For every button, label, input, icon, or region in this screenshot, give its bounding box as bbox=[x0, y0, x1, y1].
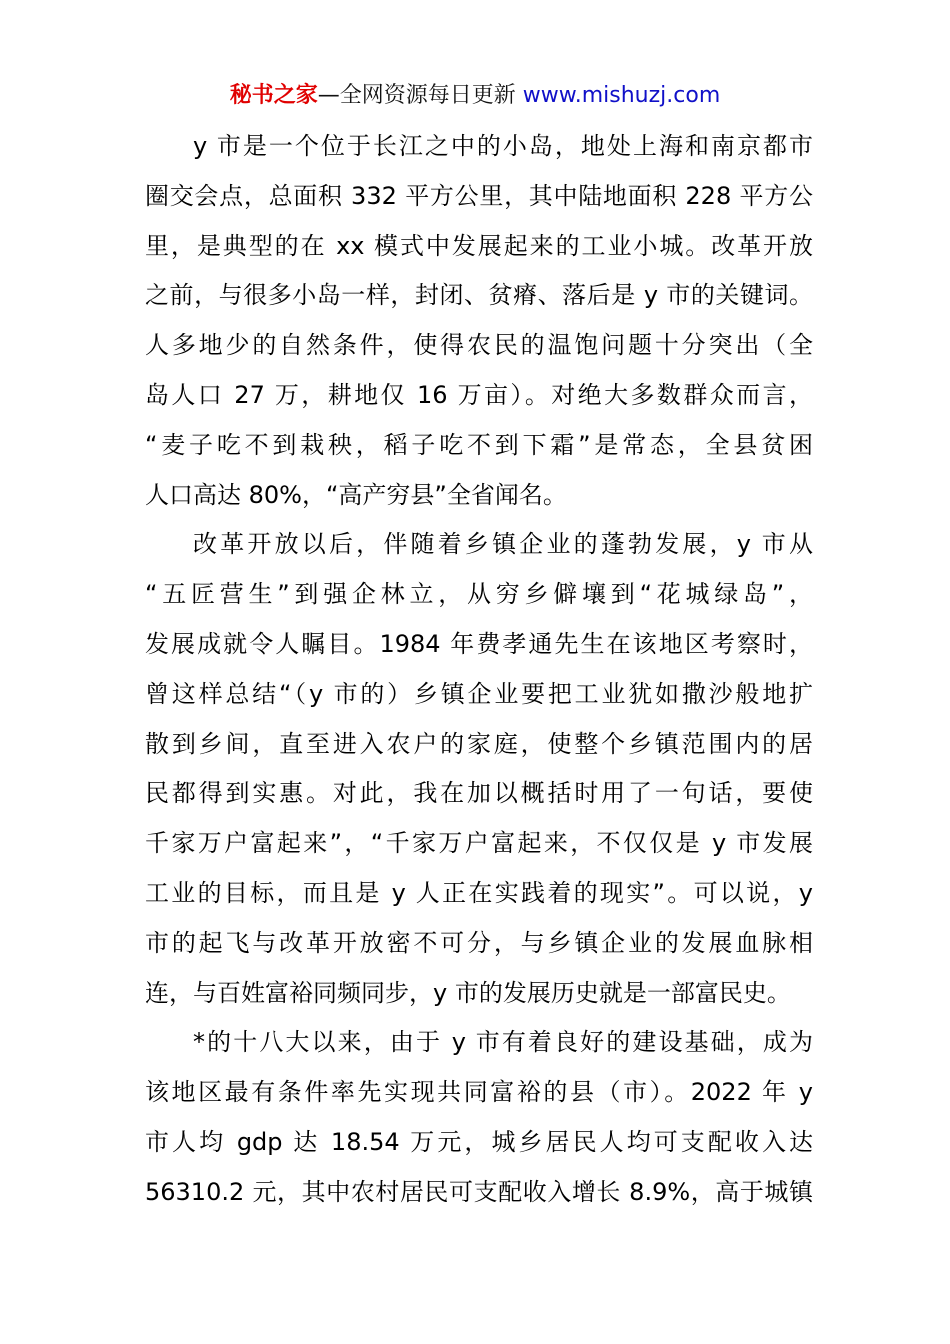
paragraph-line: 连，与百姓富裕同频同步，y 市的发展历史就是一部富民史。 bbox=[145, 978, 791, 1007]
paragraph-2 bbox=[145, 520, 813, 1018]
paragraph-line: 市人均 gdp 达 18.54 万元，城乡居民人均可支配收入达 bbox=[145, 1127, 813, 1156]
paragraph-line: 散到乡间，直至进入农户的家庭，使整个乡镇范围内的居 bbox=[145, 729, 813, 758]
paragraph-line: 岛人口 27 万，耕地仅 16 万亩）。对绝大多数群众而言， bbox=[145, 380, 813, 409]
paragraph-line: 改革开放以后，伴随着乡镇企业的蓬勃发展，y 市从 bbox=[193, 530, 813, 559]
paragraph-1 bbox=[145, 122, 813, 520]
site-tagline: —全网资源每日更新 bbox=[317, 83, 516, 108]
page-header bbox=[0, 80, 950, 112]
paragraph-line: 市的起飞与改革开放密不可分，与乡镇企业的发展血脉相 bbox=[145, 928, 813, 957]
paragraph-line: 人口高达 80%，“高产穷县”全省闻名。 bbox=[145, 480, 567, 509]
document-body bbox=[145, 122, 813, 1218]
paragraph-line: 该地区最有条件率先实现共同富裕的县（市）。2022 年 y bbox=[145, 1078, 813, 1107]
paragraph-3 bbox=[145, 1018, 813, 1217]
paragraph-line: *的十八大以来，由于 y 市有着良好的建设基础，成为 bbox=[193, 1028, 813, 1057]
paragraph-line: 工业的目标，而且是 y 人正在实践着的现实”。可以说，y bbox=[145, 878, 813, 907]
paragraph-line: “麦子吃不到栽秧，稻子吃不到下霜”是常态，全县贫困 bbox=[145, 430, 813, 459]
paragraph-line: 之前，与很多小岛一样，封闭、贫瘠、落后是 y 市的关键词。 bbox=[145, 281, 813, 310]
paragraph-line: 里，是典型的在 xx 模式中发展起来的工业小城。改革开放 bbox=[145, 231, 813, 260]
paragraph-line: 曾这样总结“（y 市的）乡镇企业要把工业犹如撒沙般地扩 bbox=[145, 679, 813, 708]
paragraph-line: “五匠营生”到强企林立，从穷乡僻壤到“花城绿岛”， bbox=[145, 580, 813, 609]
site-brand: 秘书之家 bbox=[229, 83, 318, 108]
site-url-link[interactable]: www.mishuzj.com bbox=[522, 83, 721, 108]
paragraph-line: 千家万户富起来”，“千家万户富起来，不仅仅是 y 市发展 bbox=[145, 829, 813, 858]
paragraph-line: 人多地少的自然条件，使得农民的温饱问题十分突出（全 bbox=[145, 331, 813, 360]
paragraph-line: 56310.2 元，其中农村居民可支配收入增长 8.9%，高于城镇 bbox=[145, 1177, 813, 1206]
paragraph-line: y 市是一个位于长江之中的小岛，地处上海和南京都市 bbox=[193, 132, 813, 160]
paragraph-line: 发展成就令人瞩目。1984 年费孝通先生在该地区考察时， bbox=[145, 629, 813, 658]
paragraph-line: 圈交会点，总面积 332 平方公里，其中陆地面积 228 平方公 bbox=[145, 181, 813, 210]
paragraph-line: 民都得到实惠。对此，我在加以概括时用了一句话，要使 bbox=[145, 779, 813, 808]
